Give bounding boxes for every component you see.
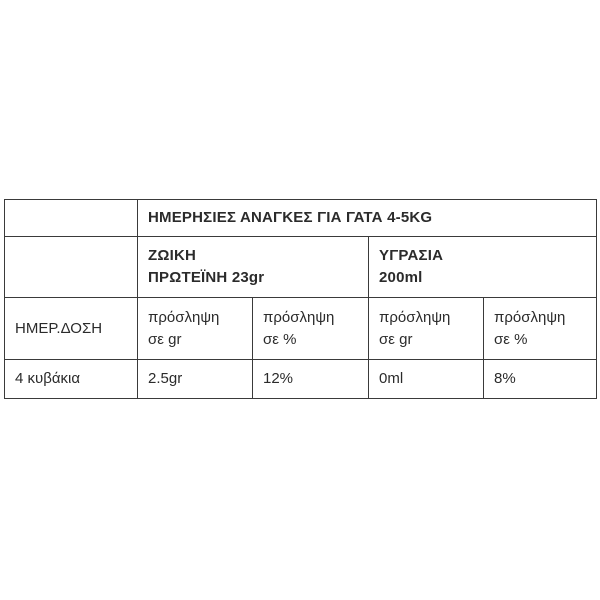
subheader-line: σε gr <box>379 330 413 348</box>
subheader-line: σε gr <box>148 330 182 348</box>
nutrition-table <box>4 199 597 399</box>
group-header-line: 200ml <box>379 269 423 286</box>
empty-corner-cell <box>5 237 138 298</box>
group-header-row <box>5 237 597 298</box>
row-label: 4 κυβάκια <box>5 360 138 399</box>
subheader-line: πρόσληψη <box>148 308 220 326</box>
group-header-protein <box>138 237 369 298</box>
title-row <box>5 200 597 237</box>
subheader-cell <box>138 298 253 360</box>
group-header-line: ΖΩΙΚΗ <box>148 247 197 264</box>
empty-corner-cell <box>5 200 138 237</box>
table-cell: 12% <box>253 360 369 399</box>
row-label-header: ΗΜΕΡ.ΔΟΣΗ <box>5 298 138 360</box>
subheader-line: πρόσληψη <box>379 308 451 326</box>
subheader-cell <box>484 298 597 360</box>
table-cell: 0ml <box>369 360 484 399</box>
subheader-line: σε % <box>494 330 528 348</box>
table-cell: 8% <box>484 360 597 399</box>
group-header-moisture <box>369 237 597 298</box>
table-row <box>5 360 597 399</box>
subheader-cell <box>369 298 484 360</box>
table-cell: 2.5gr <box>138 360 253 399</box>
group-header-line: ΥΓΡΑΣΙΑ <box>379 247 444 264</box>
table-title: ΗΜΕΡΗΣΙΕΣ ΑΝΑΓΚΕΣ ΓΙΑ ΓΑΤΑ 4-5KG <box>138 200 597 237</box>
subheader-cell <box>253 298 369 360</box>
subheader-line: πρόσληψη <box>494 308 566 326</box>
subheader-line: σε % <box>263 330 297 348</box>
subheader-row <box>5 298 597 360</box>
subheader-line: πρόσληψη <box>263 308 335 326</box>
group-header-line: ΠΡΩΤΕΪΝΗ 23gr <box>148 269 265 286</box>
